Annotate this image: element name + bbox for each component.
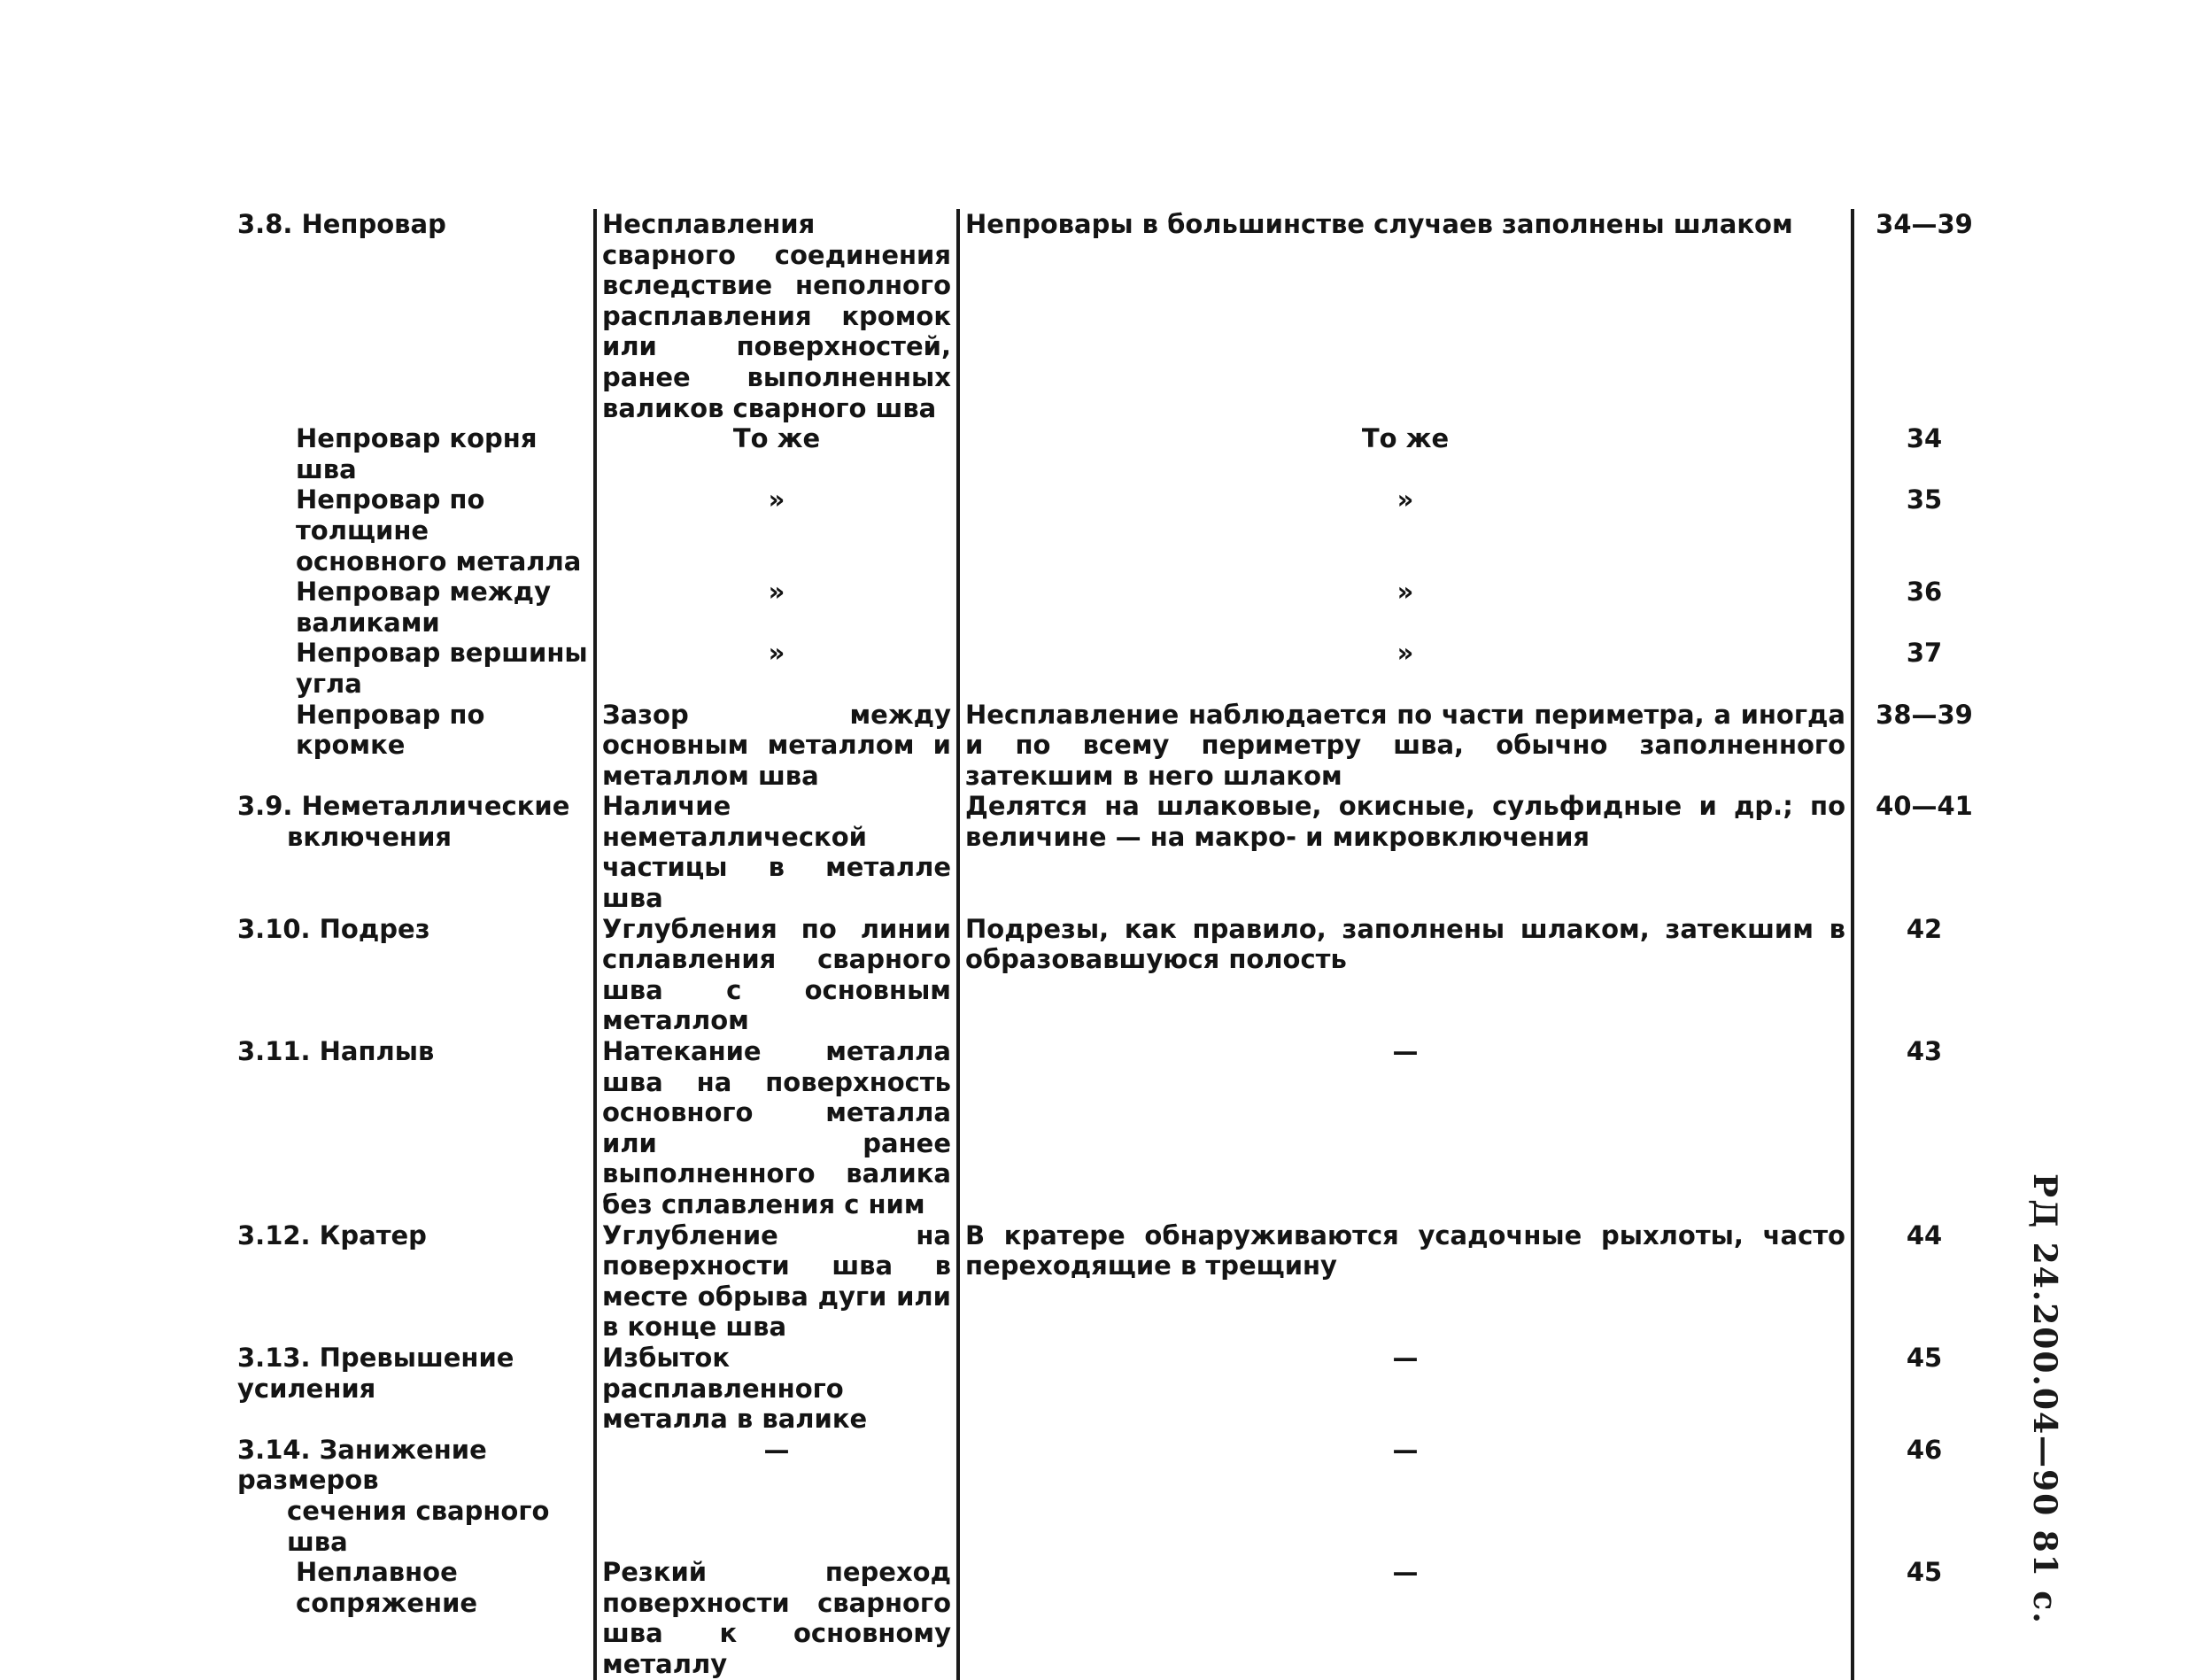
table-row — [232, 1343, 1994, 1435]
figure-numbers: 38—39 — [1876, 699, 1973, 730]
defect-name: 3.11. Наплыв — [232, 1036, 595, 1220]
defect-definition: Избыток расплавленного металла в валике — [595, 1343, 958, 1435]
table-row — [232, 423, 1994, 484]
table-row — [232, 1557, 1994, 1679]
figure-numbers: 36 — [1906, 577, 1943, 608]
table-row — [232, 914, 1994, 1036]
figure-numbers: 34 — [1906, 423, 1943, 454]
defect-definition: Несплавления сварного соединения вследствие неполного расплавления кромок или поверхностей, ранее выполненных валиков сварного шва — [595, 209, 958, 423]
figure-numbers: 44 — [1906, 1219, 1943, 1250]
defect-note: — — [958, 1036, 1853, 1220]
table-row — [232, 484, 1994, 577]
defect-name: 3.8. Непровар — [232, 209, 595, 423]
defect-note: Делятся на шлаковые, окисные, сульфидные и др.; по величине — на макро- и микровключения — [958, 791, 1853, 913]
table-row — [232, 1036, 1994, 1220]
defect-name: 3.12. Кратер — [232, 1220, 595, 1343]
defect-note: — — [958, 1435, 1853, 1557]
defect-definition: Наличие неметаллической частицы в металле шва — [595, 791, 958, 913]
defect-name-line: сечения сварного шва — [287, 1495, 550, 1557]
table-row — [232, 1435, 1994, 1557]
defect-name: Непровар по толщине основного металла — [232, 484, 595, 577]
table-row — [232, 577, 1994, 638]
defect-name: 3.13. Превышение усиления — [232, 1343, 595, 1435]
document-code-margin: РД 24.200.04—90 81 с. — [2026, 1173, 2063, 1625]
defect-note: То же — [958, 423, 1853, 484]
defect-name: Непровар корня шва — [232, 423, 595, 484]
defect-note: » — [958, 484, 1853, 577]
defect-note: » — [958, 638, 1853, 699]
defect-note: Несплавление наблюдается по части периметра, а иногда и по всему периметру шва, обычно заполненного затекшим в него шлаком — [958, 700, 1853, 792]
table-row — [232, 700, 1994, 792]
figure-numbers: 45 — [1906, 1557, 1943, 1588]
defect-definition: Натекание металла шва на поверхность основного металла или ранее выполненного валика без сплавления с ним — [595, 1036, 958, 1220]
defect-name — [232, 1435, 595, 1557]
defect-definition: » — [595, 577, 958, 638]
defect-note: Подрезы, как правило, заполнены шлаком, затекшим в образовавшуюся полость — [958, 914, 1853, 1036]
defect-name-line: 3.14. Занижение размеров — [237, 1434, 487, 1496]
defect-note: » — [958, 577, 1853, 638]
defect-name-line: 3.9. Неметаллические — [237, 791, 570, 822]
defect-name-line: включения — [287, 821, 453, 852]
figure-numbers: 34—39 — [1876, 209, 1973, 239]
table-row — [232, 1220, 1994, 1343]
defect-definition: То же — [595, 423, 958, 484]
figure-numbers: 35 — [1906, 484, 1943, 515]
defect-definition: Резкий переход поверхности сварного шва к основному металлу — [595, 1557, 958, 1679]
defect-definition: » — [595, 638, 958, 699]
defect-name: Неплавное сопряжение — [232, 1557, 595, 1679]
defect-name — [232, 791, 595, 913]
figure-numbers: 42 — [1906, 913, 1943, 944]
defect-name: 3.10. Подрез — [232, 914, 595, 1036]
defect-name: Непровар вершины угла — [232, 638, 595, 699]
table-row — [232, 638, 1994, 699]
table-row — [232, 209, 1994, 423]
figure-numbers: 45 — [1906, 1342, 1943, 1373]
figure-numbers: 37 — [1906, 638, 1943, 669]
defect-definition: Углубления по линии сплавления сварного шва с основным металлом — [595, 914, 958, 1036]
defect-definition: Зазор между основным металлом и металлом шва — [595, 700, 958, 792]
defect-note: Непровары в большинстве случаев заполнены шлаком — [958, 209, 1853, 423]
defect-note: В кратере обнаруживаются усадочные рыхлоты, часто переходящие в трещину — [958, 1220, 1853, 1343]
defect-definition: — — [595, 1435, 958, 1557]
defect-name: Непровар по кромке — [232, 700, 595, 792]
figure-numbers: 40—41 — [1876, 791, 1973, 822]
defect-note: — — [958, 1343, 1853, 1435]
defects-table — [232, 209, 1994, 1680]
figure-numbers: 46 — [1906, 1434, 1943, 1465]
figure-numbers: 43 — [1906, 1036, 1943, 1067]
defect-definition: » — [595, 484, 958, 577]
defect-name: Непровар между валиками — [232, 577, 595, 638]
defect-note: — — [958, 1557, 1853, 1679]
table-row — [232, 791, 1994, 913]
defect-definition: Углубление на поверхности шва в месте обрыва дуги или в конце шва — [595, 1220, 958, 1343]
